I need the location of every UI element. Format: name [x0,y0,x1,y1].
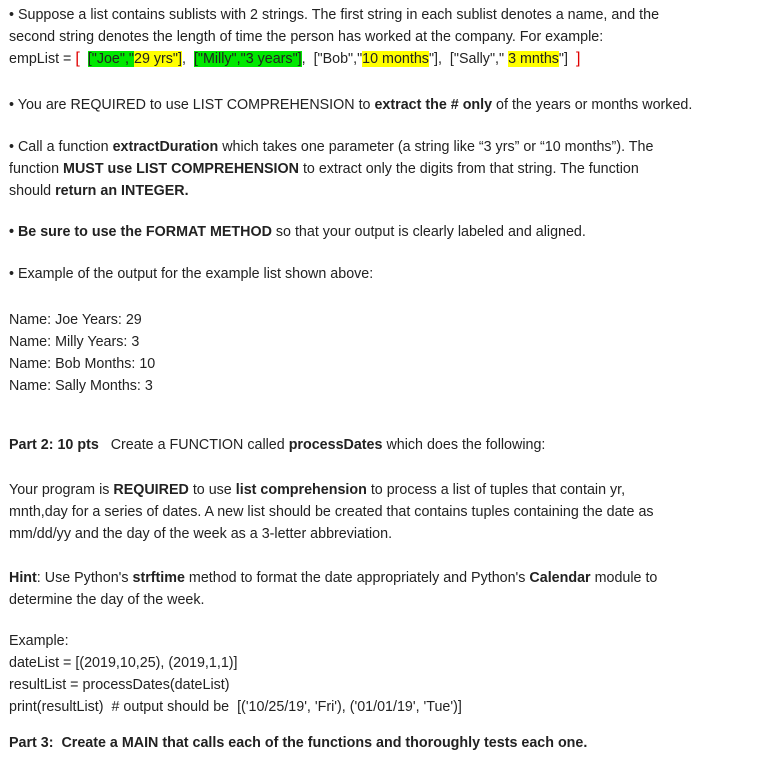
p1-mid: to use [188,482,236,498]
part2-desc-line-3: mm/dd/yy and the day of the week as a 3-letter abbreviation. [9,526,393,542]
output-line-bob: Name: Bob Months: 10 [9,356,156,372]
intro-paragraph [9,4,751,70]
hint-line-2: determine the day of the week. [9,592,205,608]
example-print: print(resultList) # output should be [('10/25/19', 'Fri'), ('01/01/19', 'Tue')] [9,699,462,715]
example-result-list: resultList = processDates(dateList) [9,677,230,693]
joe-duration: 29 yrs"] [134,51,182,67]
part2-heading-post: which does the following: [382,437,546,453]
call-function-paragraph [9,136,751,202]
part2-description [9,479,751,545]
hint-post: module to [590,570,658,586]
p1-list-comprehension: list comprehension [235,482,367,498]
hint-calendar: Calendar [529,570,591,586]
sally-duration: 3 mnths [508,51,559,67]
call-l2-bold: MUST use LIST COMPREHENSION [63,161,299,177]
intro-line-1: • Suppose a list contains sublists with 2 strings. The first string in each sublist denotes a name, and the [9,7,660,23]
format-paragraph [9,221,751,243]
sally-name: ["Sally"," [449,51,509,67]
part2-heading-mid: Create a FUNCTION called [98,437,289,453]
part2-example [9,630,751,718]
call-line-2 [9,158,751,180]
call-l1-pre: • Call a function [9,139,113,155]
hint-line-1 [9,567,751,589]
emp-list-line [9,48,751,70]
format-bold: • Be sure to use the FORMAT METHOD [9,224,272,240]
call-l2-pre: function [9,161,64,177]
example-date-list: dateList = [(2019,10,25), (2019,1,1)] [9,655,238,671]
call-l3-pre: should [9,183,56,199]
intro-line-2: second string denotes the length of time the person has worked at the company. For example: [9,29,604,45]
part2-heading-line [9,434,751,456]
required-text-pre: • You are REQUIRED to use LIST COMPREHENSION to [9,97,375,113]
example-intro-paragraph [9,263,751,285]
p1-required: REQUIRED [113,482,189,498]
example-intro-line: • Example of the output for the example list shown above: [9,266,374,282]
p1-post: to process a list of tuples that contain yr, [366,482,626,498]
close-bracket: ] [575,50,581,67]
hint-paragraph [9,567,751,611]
part2-heading [9,434,751,456]
example-output [9,309,751,397]
milly-entry [194,51,302,67]
joe-entry [88,51,134,67]
bob-end: "], [428,51,442,67]
example-label: Example: [9,633,69,649]
hint-mid-2: method to format the date appropriately and Python's [184,570,530,586]
milly-name: ["Milly"," [193,51,246,67]
call-l3-bold: return an INTEGER. [55,183,189,199]
emp-list-prefix: empList = [9,51,76,67]
joe-name: ["Joe"," [87,51,134,67]
output-line-sally: Name: Sally Months: 3 [9,378,153,394]
required-line [9,94,751,116]
call-line-3 [9,180,751,202]
bob-name: ["Bob"," [313,51,363,67]
call-line-1 [9,136,751,158]
output-line-joe: Name: Joe Years: 29 [9,312,142,328]
hint-label: Hint [9,570,37,586]
milly-duration: 3 years"] [245,51,302,67]
required-text-post: of the years or months worked. [492,97,693,113]
comma-2: , [301,51,306,67]
hint-mid-1: : Use Python's [36,570,133,586]
p1-pre: Your program is [9,482,114,498]
part2-desc-line-1 [9,479,751,501]
required-text-bold: extract the # only [374,97,493,113]
comma-1: , [181,51,186,67]
part3-line: Part 3: Create a MAIN that calls each of the functions and thoroughly tests each one. [9,735,588,751]
part2-function-name: processDates [288,437,383,453]
open-bracket: [ [75,50,80,67]
part2-desc-line-2: mnth,day for a series of dates. A new list should be created that contains tuples containing the date as [9,504,654,520]
part3-paragraph [9,732,751,754]
format-post: so that your output is clearly labeled and aligned. [271,224,586,240]
hint-strftime: strftime [132,570,185,586]
output-line-milly: Name: Milly Years: 3 [9,334,140,350]
required-paragraph [9,94,751,116]
call-l1-post: which takes one parameter (a string like “3 yrs” or “10 months”). The [218,139,654,155]
call-l1-bold: extractDuration [112,139,219,155]
sally-end: "] [558,51,568,67]
format-line [9,221,751,243]
call-l2-post: to extract only the digits from that string. The function [298,161,639,177]
part2-label: Part 2: 10 pts [9,437,99,453]
bob-duration: 10 months [362,51,429,67]
